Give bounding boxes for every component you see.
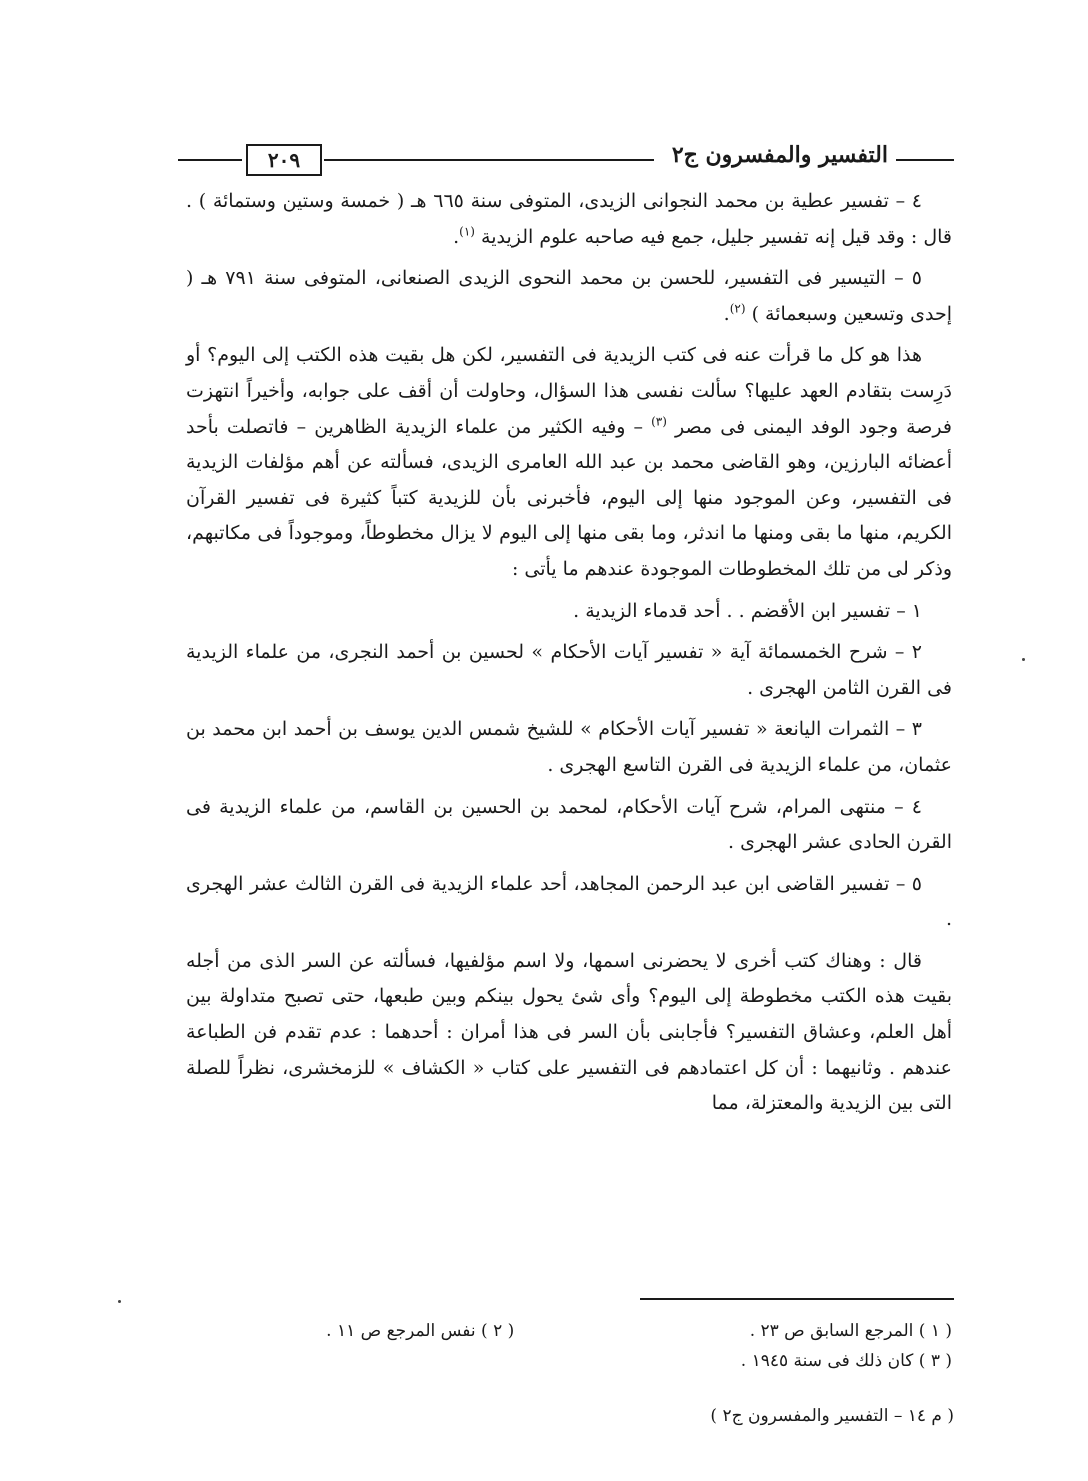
footnote-row [186,1346,952,1376]
paragraph-text: ٥ – التيسير فى التفسير، للحسن بن محمد النحوى الزيدى الصنعانى، المتوفى سنة ٧٩١ هـ ( إحدى وتسعين وسبعمائة ) [186,267,952,325]
paragraph: قال : وهناك كتب أخرى لا يحضرنى اسمها، ولا اسم مؤلفيها، فسألته عن السر الذى من أجله بقيت هذه الكتب مخطوطة إلى اليوم؟ وأى شئ يحول بينكم وبين طبعها، حتى تصبح متداولة بين أهل العلم، وعشاق التفسير؟ فأجابنى بأن السر فى هذا أمران : أحدهما : عدم تقدم فن الطباعة عندهم . وثانيهما : أن كل اعتمادهم فى التفسير على كتاب « الكشاف » للزمخشرى، نظراً للصلة التى بين الزيدية والمعتزلة، مما [186,949,952,1115]
end-punct: . [723,302,730,325]
paragraph [186,184,952,255]
running-header [178,140,954,180]
footnote-row [186,1316,952,1346]
signature-note: ( م ١٤ – التفسير والمفسرون ج٢ ) [710,1406,954,1426]
paragraph-text: هذا هو كل ما قرأت عنه فى كتب الزيدية فى التفسير، لكن هل بقيت هذه الكتب إلى اليوم؟ أو دَرِست بتقادم العهد عليها؟ سألت نفسى هذا السؤال، وحاولت أن أقف على جوابه، وأخيراً انتهزت فرصة وجود الوفد اليمنى فى مصر [186,344,952,438]
paragraph-text: ٤ – تفسير عطية بن محمد النجوانى الزيدى، المتوفى سنة ٦٦٥ هـ ( خمسة وستين وستمائة ) . قال : وقد قيل إنه تفسير جليل، جمع فيه صاحبه علوم الزيدية [186,190,952,248]
header-rule [178,159,242,161]
list-item: ٤ – منتهى المرام، شرح آيات الأحكام، لمحمد بن الحسين بن القاسم، من علماء الزيدية فى القرن الحادى عشر الهجرى . [186,795,952,854]
header-title: التفسير والمفسرون ج٢ [666,142,894,168]
list-item: ١ – تفسير ابن الأقضم . . أحد قدماء الزيدية . [573,599,922,622]
scan-speck [1022,658,1025,661]
footnotes [186,1316,952,1376]
end-punct: . [453,225,460,248]
footnote-marker: (٢) [729,301,746,316]
paragraph [186,338,952,587]
header-rule [896,159,954,161]
footnote-1: ( ١ ) المرجع السابق ص ٢٣ . [749,1321,952,1341]
body-text [186,184,952,1128]
footnote-separator [640,1298,954,1300]
scan-speck [118,1300,121,1303]
footnote-3: ( ٣ ) كان ذلك فى سنة ١٩٤٥ . [740,1351,952,1371]
header-rule [324,159,654,161]
footnote-marker: (١) [459,224,475,239]
page-number: ٢٠٩ [246,144,322,176]
footnote-2: ( ٢ ) نفس المرجع ص ١١ . [326,1321,515,1341]
paragraph-text: – وفيه الكثير من علماء الزيدية الظاهرين – فاتصلت بأحد أعضائه البارزين، وهو القاضى محمد بن عبد الله العامرى الزيدى، فسألته عن أهم مؤلفات الزيدية فى التفسير، وعن الموجود منها إلى اليوم، فأخبرنى بأن للزيدية كتباً كثيرة فى تفسير القرآن الكريم، منها ما بقى ومنها ما اندثر، وما بقى منها إلى اليوم لا يزال مخطوطاً، وموجوداً فى مكاتبهم، وذكر لى من تلك المخطوطات الموجودة عندهم ما يأتى : [186,415,952,580]
footnote-marker: (٣) [651,414,667,429]
list-item: ٣ – الثمرات اليانعة « تفسير آيات الأحكام » للشيخ شمس الدين يوسف بن أحمد ابن محمد بن عثمان، من علماء الزيدية فى القرن التاسع الهجرى . [186,718,952,776]
list-item: ٢ – شرح الخمسمائة آية « تفسير آيات الأحكام » لحسين بن أحمد النجرى، من علماء الزيدية فى القرن الثامن الهجرى . [186,641,952,699]
paragraph [186,261,952,332]
list-item: ٥ – تفسير القاضى ابن عبد الرحمن المجاهد، أحد علماء الزيدية فى القرن الثالث عشر الهجرى . [186,872,952,931]
